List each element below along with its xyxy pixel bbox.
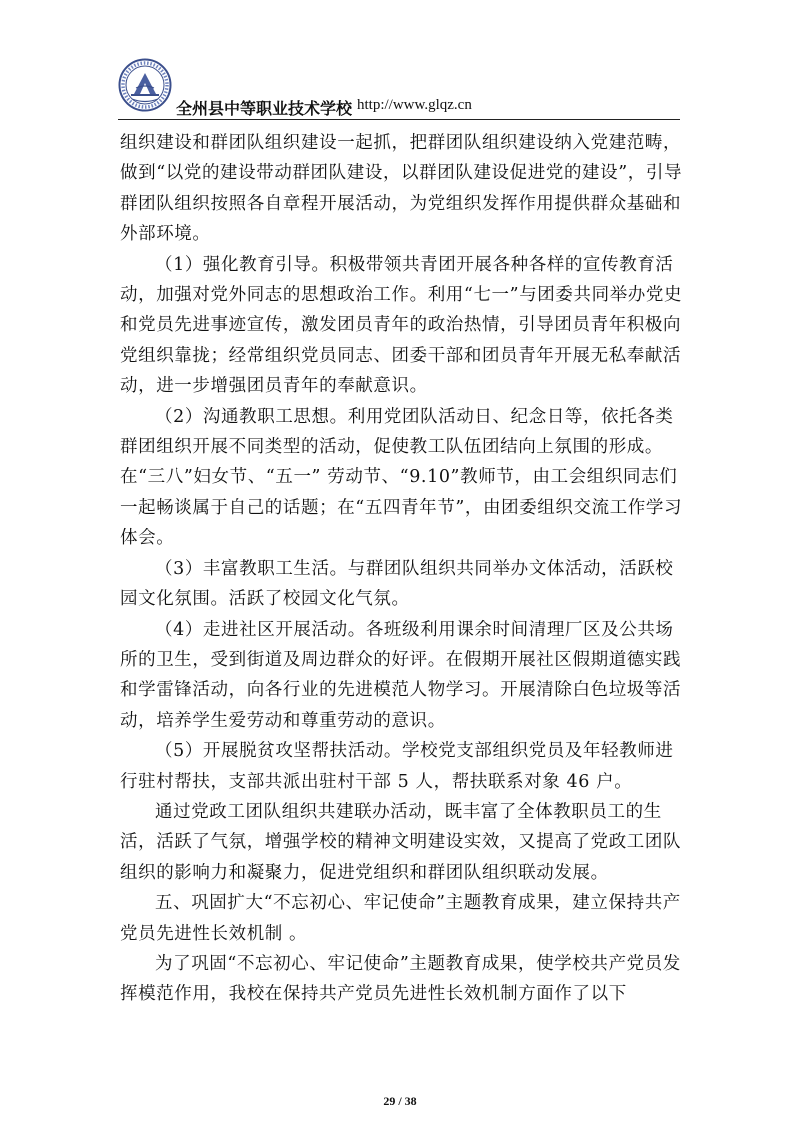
paragraph: 通过党政工团队组织共建联办活动，既丰富了全体教职员工的生活，活跃了气氛，增强学校的精神文明建设实效，又提高了党政工团队组织的影响力和凝聚力，促进党组织和群团队组织联动发展。 [120, 801, 682, 883]
school-name: 全州县中等职业技术学校 [176, 99, 353, 118]
school-url[interactable]: http://www.glqz.cn [357, 97, 472, 113]
paragraph: 为了巩固“不忘初心、牢记使命”主题教育成果，使学校共产党员发挥模范作用，我校在保持共产党员先进性长效机制方面作了以下 [120, 953, 681, 1005]
paragraph: （5）开展脱贫攻坚帮扶活动。学校党支部组织党员及年轻教师进行驻村帮扶，支部共派出驻村干部 5 人，帮扶联系对象 46 户。 [120, 741, 674, 792]
paragraph: （2）沟通教职工思想。利用党团队活动日、纪念日等，依托各类群团组织开展不同类型的活动，促使教工队伍团结向上氛围的形成。在“三八”妇女节、“五一” 劳动节、“9.10”教师节，由工会组织同志们一起畅谈属于自己的话题；在“五四青年节”，由团委组织交流工作学习体会。 [120, 406, 683, 549]
paragraph: （4）走进社区开展活动。各班级利用课余时间清理厂区及公共场所的卫生，受到街道及周边群众的好评。在假期开展社区假期道德实践和学雷锋活动，向各行业的先进模范人物学习。开展清除白色垃圾等活动，培养学生爱劳动和尊重劳动的意识。 [120, 619, 682, 731]
page-header [118, 58, 678, 120]
paragraph: 组织建设和群团队组织建设一起抓，把群团队组织建设纳入党建范畴，做到“以党的建设带动群团队建设，以群团队建设促进党的建设”，引导群团队组织按照各自章程开展活动，为党组织发挥作用提供群众基础和外部环境。 [120, 133, 683, 245]
page-number: 29 / 38 [383, 1094, 417, 1108]
section-heading: 五、巩固扩大“不忘初心、牢记使命”主题教育成果，建立保持共产党员先进性长效机制 。 [120, 893, 681, 944]
paragraph: （1）强化教育引导。积极带领共青团开展各种各样的宣传教育活动，加强对党外同志的思想政治工作。利用“七一”与团委共同举办党史和党员先进事迹宣传，激发团员青年的政治热情，引导团员青年积极向党组织靠拢；经常组织党员同志、团委干部和团员青年开展无私奉献活动，进一步增强团员青年的奉献意识。 [120, 254, 683, 397]
document-body [120, 128, 688, 1010]
header-divider [118, 119, 680, 120]
paragraph: （3）丰富教职工生活。与群团队组织共同举办文体活动，活跃校园文化氛围。活跃了校园文化气氛。 [120, 558, 674, 610]
school-seal-icon [118, 58, 172, 112]
